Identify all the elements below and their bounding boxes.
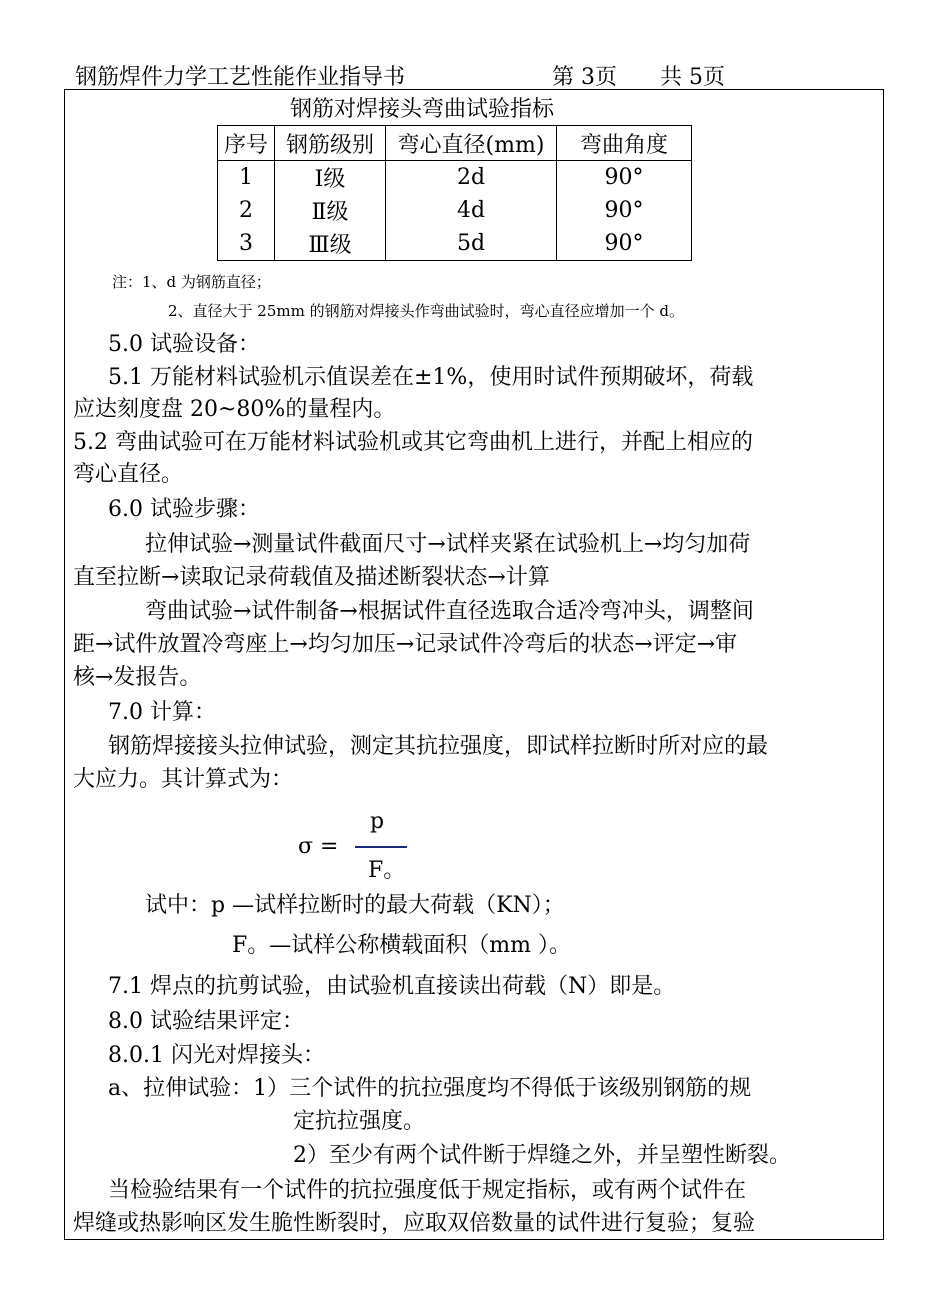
cell-diameter: 4d bbox=[386, 194, 557, 227]
cell-angle: 90° bbox=[557, 194, 692, 227]
table-row bbox=[218, 227, 692, 261]
heading-7-0: 7.0 计算： bbox=[108, 700, 216, 725]
note-1: 注：1、d 为钢筋直径； bbox=[112, 273, 271, 291]
cell-diameter: 5d bbox=[386, 227, 557, 261]
cell-grade: Ⅱ级 bbox=[275, 194, 386, 227]
para-8-a-line3: 2）至少有两个试件断于焊缝之外，并呈塑性断裂。 bbox=[293, 1143, 791, 1168]
formula-lhs: σ = bbox=[298, 834, 339, 859]
para-8-recheck-line1: 当检验结果有一个试件的抗拉强度低于规定指标，或有两个试件在 bbox=[108, 1178, 747, 1203]
para-8-a-line2: 定抗拉强度。 bbox=[293, 1109, 426, 1134]
heading-8-0-1: 8.0.1 闪光对焊接头： bbox=[108, 1043, 325, 1068]
para-tensile-steps-line2: 直至拉断→读取记录荷载值及描述断裂状态→计算 bbox=[73, 565, 550, 590]
note-2: 2、直径大于 25mm 的钢筋对焊接头作弯曲试验时，弯心直径应增加一个 d。 bbox=[168, 302, 684, 320]
para-5-2-line2: 弯心直径。 bbox=[73, 462, 184, 487]
cell-grade: Ⅲ级 bbox=[275, 227, 386, 261]
formula-denominator: F。 bbox=[368, 858, 406, 883]
heading-8-0: 8.0 试验结果评定： bbox=[108, 1009, 304, 1034]
col-header-diameter: 弯心直径(mm) bbox=[386, 126, 557, 161]
heading-5-0: 5.0 试验设备： bbox=[108, 332, 260, 357]
para-bend-steps-line2: 距→试件放置冷弯座上→均匀加压→记录试件冷弯后的状态→评定→审 bbox=[73, 632, 738, 657]
formula-numerator: p bbox=[370, 809, 385, 834]
cell-index: 2 bbox=[218, 194, 275, 227]
para-7-line1: 钢筋焊接接头拉伸试验，测定其抗拉强度，即试样拉断时所对应的最 bbox=[108, 734, 769, 759]
bend-test-table bbox=[217, 125, 692, 261]
para-8-recheck-line2: 焊缝或热影响区发生脆性断裂时，应取双倍数量的试件进行复验；复验 bbox=[73, 1211, 756, 1236]
para-5-1-line1: 5.1 万能材料试验机示值误差在±1%，使用时试件预期破坏，荷载 bbox=[108, 365, 754, 390]
para-5-1-line2: 应达刻度盘 20~80%的量程内。 bbox=[73, 397, 396, 422]
page-total: 共 5页 bbox=[660, 65, 725, 90]
cell-index: 1 bbox=[218, 161, 275, 195]
fraction-bar bbox=[355, 846, 407, 848]
para-8-a-line1: a、拉伸试验：1）三个试件的抗拉强度均不得低于该级别钢筋的规 bbox=[108, 1076, 752, 1101]
para-bend-steps-line3: 核→发报告。 bbox=[73, 665, 202, 690]
where-f0: F。—试样公称横载面积（mm ）。 bbox=[232, 933, 571, 958]
para-bend-steps-line1: 弯曲试验→试件制备→根据试件直径选取合适冷弯冲头，调整间 bbox=[145, 599, 754, 624]
cell-angle: 90° bbox=[557, 161, 692, 195]
para-5-2-line1: 5.2 弯曲试验可在万能材料试验机或其它弯曲机上进行，并配上相应的 bbox=[73, 430, 753, 455]
cell-index: 3 bbox=[218, 227, 275, 261]
table-row bbox=[218, 194, 692, 227]
col-header-index: 序号 bbox=[218, 126, 275, 161]
cell-grade: Ⅰ级 bbox=[275, 161, 386, 195]
table-title: 钢筋对焊接头弯曲试验指标 bbox=[290, 97, 555, 122]
heading-6-0: 6.0 试验步骤： bbox=[108, 497, 260, 522]
para-7-line2: 大应力。其计算式为： bbox=[73, 767, 294, 792]
cell-angle: 90° bbox=[557, 227, 692, 261]
cell-diameter: 2d bbox=[386, 161, 557, 195]
document-title: 钢筋焊件力学工艺性能作业指导书 bbox=[75, 65, 406, 90]
table-row bbox=[218, 161, 692, 195]
para-7-1: 7.1 焊点的抗剪试验，由试验机直接读出荷载（N）即是。 bbox=[108, 974, 676, 999]
col-header-grade: 钢筋级别 bbox=[275, 126, 386, 161]
col-header-angle: 弯曲角度 bbox=[557, 126, 692, 161]
page-number: 第 3页 bbox=[552, 65, 617, 90]
para-tensile-steps-line1: 拉伸试验→测量试件截面尺寸→试样夹紧在试验机上→均匀加荷 bbox=[145, 532, 751, 557]
where-p: 试中：p —试样拉断时的最大荷载（KN）； bbox=[145, 893, 565, 918]
table-header-row bbox=[218, 126, 692, 161]
